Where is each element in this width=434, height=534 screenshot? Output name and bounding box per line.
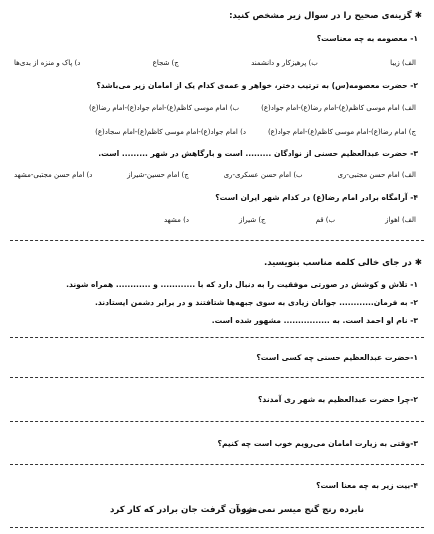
question-2-options-row1 bbox=[14, 104, 416, 112]
answer-line[interactable] bbox=[10, 464, 424, 465]
fill-blank-1: ۱- تلاش و کوشش در صورتی موفقیت را به دنبال دارد که با ............ و ............ همراه شوند. bbox=[66, 280, 418, 289]
poem-verse-left: مزد آن گرفت جان برادر که کار کرد bbox=[110, 505, 258, 515]
option-d[interactable]: د) مشهد bbox=[163, 216, 189, 224]
short-answer-question-3: ۳-وقتی به زیارت امامان می‌رویم خوب است چه کنیم؟ bbox=[217, 439, 418, 448]
option-a[interactable]: الف) زیبا bbox=[390, 59, 416, 67]
question-1 bbox=[317, 35, 418, 43]
option-b[interactable]: ب) امام حسن عسکری-ری bbox=[223, 171, 303, 179]
section-divider bbox=[10, 337, 424, 338]
option-b[interactable]: ب) قم bbox=[315, 216, 336, 224]
question-4-options bbox=[14, 216, 416, 224]
option-c[interactable]: ج) امام رضا(ع)-امام موسی کاظم(ع)-امام جواد(ع) bbox=[267, 128, 416, 136]
option-d[interactable]: د) امام حسن مجتبی-مشهد bbox=[14, 171, 93, 179]
fill-blank-3: ۳- نام او احمد است. به ................ مشهور شده است. bbox=[211, 316, 418, 325]
short-answer-question-2: ۲-چرا حضرت عبدالعظیم به شهر ری آمدند؟ bbox=[258, 395, 418, 404]
option-a[interactable]: الف) امام حسن مجتبی-ری bbox=[337, 171, 416, 179]
question-number: ۱- bbox=[410, 34, 418, 43]
question-2-options-row2 bbox=[14, 128, 416, 136]
option-c[interactable]: ج) امام حسین-شیراز bbox=[127, 171, 189, 179]
section-divider bbox=[10, 240, 424, 241]
question-text: معصومه به چه معناست؟ bbox=[316, 34, 408, 43]
answer-line[interactable] bbox=[10, 527, 424, 528]
question-text: حضرت عبدالعظیم حسنی از نوادگان ......... است و بارگاهش در شهر ......... است. bbox=[98, 149, 408, 158]
question-3-options bbox=[14, 171, 416, 179]
option-c[interactable]: ج) شیراز bbox=[238, 216, 266, 224]
answer-line[interactable] bbox=[10, 421, 424, 422]
option-a[interactable]: الف) امام موسی کاظم(ع)-امام رضا(ع)-امام جواد(ع) bbox=[261, 104, 416, 112]
option-b[interactable]: ب) امام موسی کاظم(ع)-امام جواد(ع)-امام رضا(ع) bbox=[89, 104, 240, 112]
short-answer-question-4: ۴-بیت زیر به چه معنا است؟ bbox=[316, 481, 418, 490]
question-number: ۴- bbox=[410, 193, 418, 202]
question-4 bbox=[215, 194, 418, 202]
question-2 bbox=[96, 82, 418, 90]
answer-line[interactable] bbox=[10, 377, 424, 378]
option-c[interactable]: ج) شجاع bbox=[152, 59, 179, 67]
section2-title: ✱ در جای خالی کلمه مناسب بنویسید. bbox=[263, 258, 422, 268]
question-1-options bbox=[14, 59, 416, 67]
option-d[interactable]: د) امام جواد(ع)-امام موسی کاظم(ع)-امام سجاد(ع) bbox=[95, 128, 246, 136]
poem-verse-right: نابرده رنج گنج میسر نمی شود bbox=[236, 505, 364, 515]
option-a[interactable]: الف) اهواز bbox=[385, 216, 416, 224]
question-text: آرامگاه برادر امام رضا(ع) در کدام شهر ایران است؟ bbox=[215, 193, 408, 202]
section1-title: ✱ گزینه‌ی صحیح را در سوال زیر مشخص کنید: bbox=[229, 11, 422, 21]
option-b[interactable]: ب) پرهیزکار و دانشمند bbox=[251, 59, 318, 67]
question-text: حضرت معصومه(س) به ترتیب دختر، خواهر و عمه‌ی کدام یک از امامان زیر می‌باشد؟ bbox=[96, 81, 408, 90]
question-number: ۲- bbox=[410, 81, 418, 90]
option-d[interactable]: د) پاک و منزه از بدی‌ها bbox=[14, 59, 81, 67]
fill-blank-2: ۲- به فرمان............ جوانان زیادی به سوی جبهه‌ها شتافتند و در برابر دشمن ایستادند. bbox=[94, 298, 418, 307]
question-3 bbox=[98, 150, 418, 158]
question-number: ۳- bbox=[410, 149, 418, 158]
short-answer-question-1: ۱-حضرت عبدالعظیم حسنی چه کسی است؟ bbox=[256, 353, 418, 362]
